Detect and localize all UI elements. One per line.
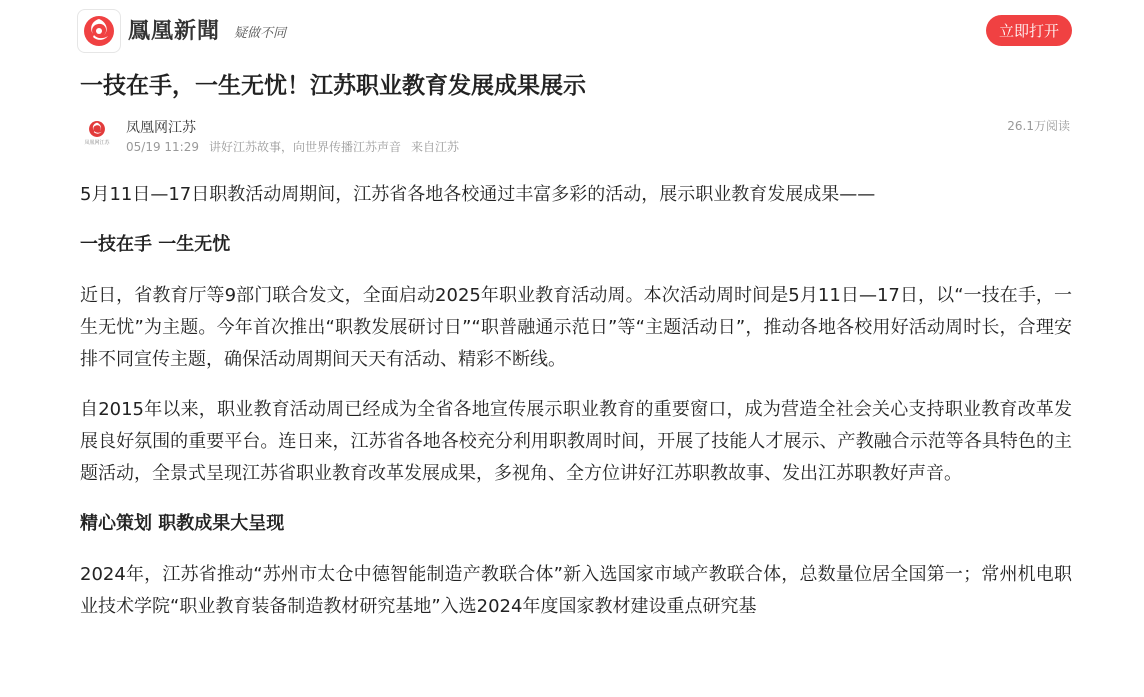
paragraph-1: 近日，省教育厅等9部门联合发文，全面启动2025年职业教育活动周。本次活动周时间是5月11日—17日，以“一技在手，一生无忧”为主题。今年首次推出“职教发展研讨日”“职普融通示范日”等“主题活动日”，推动各地各校用好活动周时长，合理安排不同宣传主题，确保活动周期间天天有活动、精彩不断线。: [80, 285, 1072, 370]
author-name[interactable]: 凤凰网江苏: [126, 120, 196, 136]
source-location: 来自江苏: [411, 140, 460, 154]
article-body: [80, 179, 1072, 641]
article-title: 一技在手，一生无忧！江苏职业教育发展成果展示: [80, 73, 586, 99]
brand-slogan: 疑做不同: [234, 26, 287, 41]
paragraph-3: 2024年，江苏省推动“苏州市太仓中德智能制造产教联合体”新入选国家市域产教联合体，总数量位居全国第一；常州机电职业技术学院“职业教育装备制造教材研究基地”入选2024年度国家教材建设重点研究基: [80, 564, 1072, 617]
read-count: 26.1万阅读: [1007, 119, 1070, 133]
open-app-button[interactable]: 立即打开: [986, 15, 1072, 46]
intro-paragraph: 5月11日—17日职教活动周期间，江苏省各地各校通过丰富多彩的活动，展示职业教育发展成果——: [80, 184, 876, 205]
top-bar: [0, 0, 1144, 62]
section-heading-1: 一技在手 一生无忧: [80, 234, 231, 255]
phoenix-avatar-icon: [88, 120, 106, 138]
phoenix-logo-icon[interactable]: [77, 9, 121, 53]
author-tagline: 讲好江苏故事，向世界传播江苏声音: [208, 140, 401, 154]
brand-name: 鳳凰新聞: [128, 18, 221, 44]
author-meta: [126, 138, 469, 155]
publish-time: 05/19 11:29: [126, 140, 199, 154]
author-avatar[interactable]: [80, 116, 114, 150]
paragraph-2: 自2015年以来，职业教育活动周已经成为全省各地宣传展示职业教育的重要窗口，成为营造全社会关心支持职业教育改革发展良好氛围的重要平台。连日来，江苏省各地各校充分利用职教周时间，开展了技能人才展示、产教融合示范等各具特色的主题活动，全景式呈现江苏省职业教育改革发展成果，多视角、全方位讲好江苏职教故事、发出江苏职教好声音。: [80, 399, 1072, 484]
author-block: [80, 116, 1072, 156]
avatar-label: 凤凰网江苏: [84, 140, 110, 146]
section-heading-2: 精心策划 职教成果大呈现: [80, 513, 285, 534]
